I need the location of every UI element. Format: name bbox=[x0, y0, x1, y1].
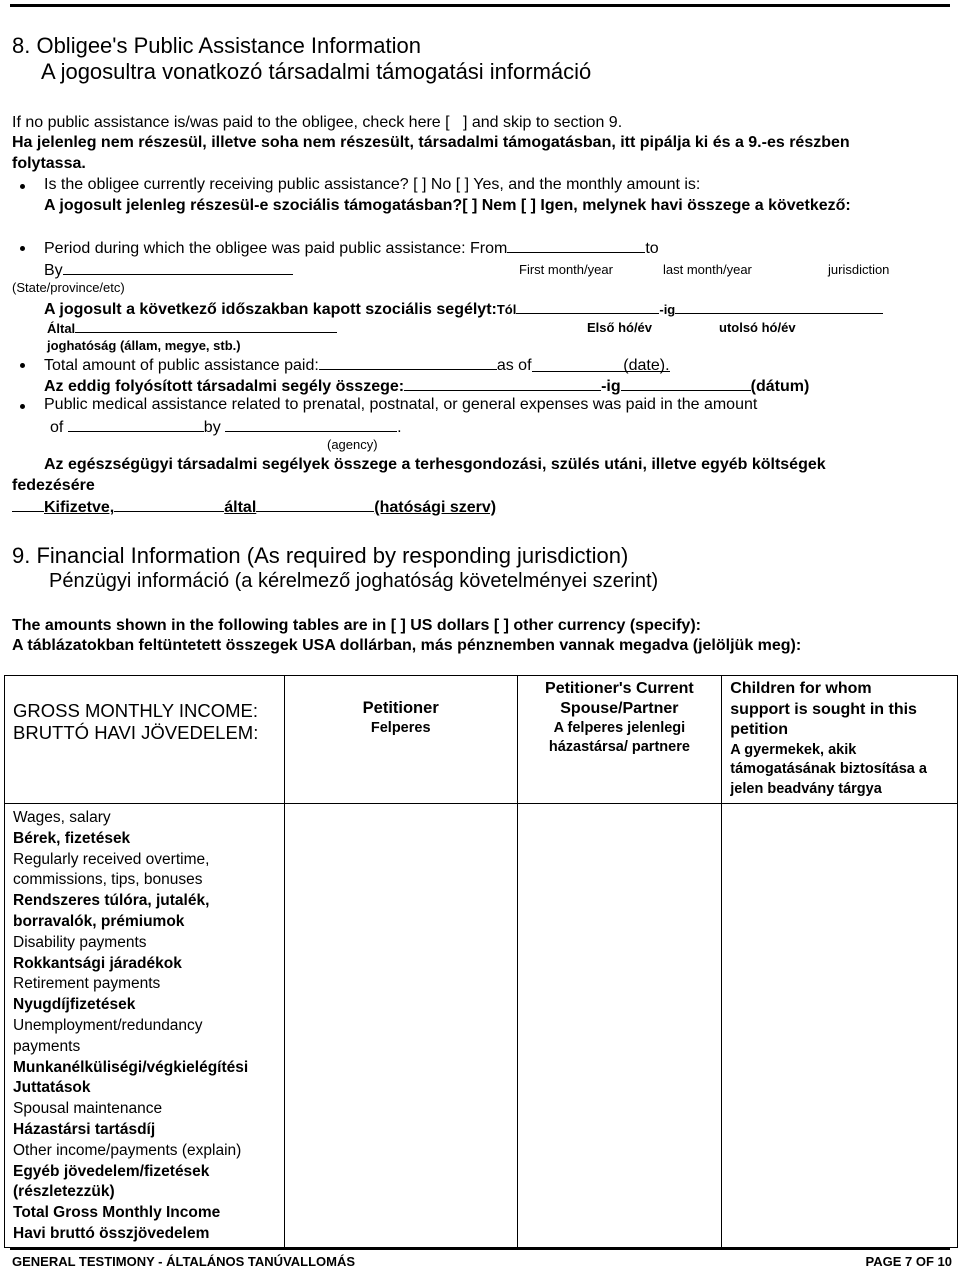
section8-heading-hu: A jogosultra vonatkozó társadalmi támogatási információ bbox=[41, 59, 592, 84]
last-month-label: last month/year bbox=[663, 262, 752, 277]
income-category-item: Havi bruttó összjövedelem bbox=[13, 1224, 210, 1242]
medical-hu-line1: Az egészségügyi társadalmi segélyek összege a terhesgondozási, szülés utáni, illetve egyéb költségek bbox=[44, 456, 826, 473]
currency-en: The amounts shown in the following tables are in [ ] US dollars [ ] other currency (specify): bbox=[12, 617, 701, 634]
medical-en: Public medical assistance related to prenatal, postnatal, or general expenses was paid in the amount bbox=[44, 396, 758, 413]
col3-heading-en-2: Spouse/Partner bbox=[560, 700, 679, 717]
income-category-item: Juttatások bbox=[13, 1079, 91, 1097]
kifizetve-field[interactable] bbox=[114, 497, 224, 512]
col1-heading-en: GROSS MONTHLY INCOME: bbox=[13, 700, 258, 721]
footer-left: GENERAL TESTIMONY - ÁLTALÁNOS TANÚVALLOMÁS bbox=[12, 1254, 356, 1269]
col1-heading-hu: BRUTTÓ HAVI JÖVEDELEM: bbox=[13, 722, 259, 743]
col2-heading-hu: Felperes bbox=[370, 720, 431, 736]
income-category-item: (részletezzük) bbox=[13, 1183, 115, 1201]
spouse-header-cell bbox=[517, 676, 722, 804]
spouse-amount-cell[interactable] bbox=[517, 804, 722, 1248]
footer-rule bbox=[10, 1248, 950, 1250]
col3-heading-en-1: Petitioner's Current bbox=[545, 680, 694, 697]
jurisdiction-label: jurisdiction bbox=[828, 262, 890, 277]
utolso-label: utolsó hó/év bbox=[719, 320, 796, 335]
from-field[interactable] bbox=[507, 238, 645, 253]
intro-hu-line1: Ha jelenleg nem részesül, illetve soha nem részesült, társadalmi támogatásban, itt pipálja ki és a 9.-es részben bbox=[12, 134, 850, 151]
hatosag-field[interactable] bbox=[256, 497, 374, 512]
state-label: (State/province/etc) bbox=[12, 280, 125, 295]
first-month-label: First month/year bbox=[519, 262, 613, 277]
section9-heading-hu: Pénzügyi információ (a kérelmező joghatóság követelményei szerint) bbox=[49, 570, 659, 592]
col3-heading-hu-1: A felperes jelenlegi bbox=[553, 720, 686, 736]
income-category-item: Nyugdíjfizetések bbox=[13, 996, 136, 1014]
col4-heading-hu-2: támogatásának biztosítása a bbox=[730, 761, 927, 777]
top-rule bbox=[10, 4, 950, 7]
income-category-item: borravalók, prémiumok bbox=[13, 912, 185, 930]
intro-hu-line2: folytassa. bbox=[12, 155, 86, 172]
income-category-item: Spousal maintenance bbox=[13, 1100, 163, 1118]
ig-field[interactable] bbox=[675, 299, 883, 314]
by-line: By bbox=[44, 260, 293, 280]
income-category-item: Munkanélküliségi/végkielégítési bbox=[13, 1058, 249, 1076]
income-category-list bbox=[5, 804, 284, 1245]
income-category-item: Other income/payments (explain) bbox=[13, 1141, 242, 1159]
period-hu: A jogosult a következő időszakban kapott szociális segélyt:Tól -ig bbox=[44, 299, 883, 319]
col4-heading-en-1: Children for whom bbox=[730, 680, 872, 697]
income-category-item: Unemployment/redundancy bbox=[13, 1016, 203, 1034]
income-category-item: Bérek, fizetések bbox=[13, 829, 131, 847]
col2-heading-en: Petitioner bbox=[362, 699, 439, 717]
medical-agency-field[interactable] bbox=[225, 417, 397, 432]
total-en: Total amount of public assistance paid: as of (date). bbox=[44, 357, 670, 374]
col4-heading-hu-3: jelen beadvány tárgya bbox=[730, 780, 882, 797]
col4-heading-hu-1: A gyermekek, akik bbox=[730, 741, 857, 758]
bullet-icon bbox=[20, 404, 25, 409]
agency-label: (agency) bbox=[327, 437, 378, 452]
children-header-cell bbox=[722, 676, 958, 804]
period-en: Period during which the obligee was paid public assistance: From to bbox=[44, 240, 659, 257]
bullet-icon bbox=[20, 246, 25, 251]
total-amount-field[interactable] bbox=[319, 355, 497, 370]
medical-amount-field[interactable] bbox=[68, 417, 204, 432]
income-category-item: Rokkantsági járadékok bbox=[13, 954, 182, 972]
income-category-item: Házastársi tartásdíj bbox=[13, 1120, 156, 1138]
intro-en: If no public assistance is/was paid to the obligee, check here [ ] and skip to section 9. bbox=[12, 114, 623, 131]
children-amount-cell[interactable] bbox=[722, 804, 958, 1248]
bullet-icon bbox=[20, 184, 25, 189]
income-category-item: Rendszeres túlóra, jutalék, bbox=[13, 892, 210, 910]
income-table bbox=[4, 675, 958, 1248]
by-field[interactable] bbox=[63, 260, 293, 275]
petitioner-amount-cell[interactable] bbox=[284, 804, 517, 1248]
income-header-cell bbox=[5, 676, 285, 804]
elso-label: Első hó/év bbox=[587, 320, 653, 335]
income-categories-cell bbox=[5, 804, 285, 1248]
total-hu: Az eddig folyósított társadalmi segély összege: -ig (dátum) bbox=[44, 378, 810, 395]
total-hu-date-field[interactable] bbox=[621, 376, 751, 391]
section8-heading-en: 8. Obligee's Public Assistance Information bbox=[12, 33, 421, 58]
bullet-icon bbox=[20, 363, 25, 368]
income-category-item: Regularly received overtime, bbox=[13, 850, 210, 868]
footer-page-number: PAGE 7 OF 10 bbox=[865, 1254, 952, 1269]
medical-amount-line: of by . bbox=[50, 419, 402, 436]
income-category-item: Egyéb jövedelem/fizetések bbox=[13, 1162, 210, 1180]
col3-heading-hu-2: házastársa/ partnere bbox=[548, 739, 690, 755]
altal-field[interactable] bbox=[75, 320, 337, 333]
income-category-item: Total Gross Monthly Income bbox=[13, 1204, 221, 1222]
medical-hu-line2: fedezésére bbox=[12, 477, 95, 494]
kifizetve-line: Kifizetve, által (hatósági szerv) bbox=[12, 497, 496, 517]
income-category-item: commissions, tips, bonuses bbox=[13, 871, 203, 889]
income-category-item: Wages, salary bbox=[13, 809, 111, 826]
petitioner-header-cell bbox=[284, 676, 517, 804]
joghatosag-label: joghatóság (állam, megye, stb.) bbox=[47, 338, 241, 353]
income-category-item: payments bbox=[13, 1037, 81, 1055]
income-category-item: Retirement payments bbox=[13, 975, 161, 993]
q1-hu: A jogosult jelenleg részesül-e szociális támogatásban?[ ] Nem [ ] Igen, melynek havi összege a következő: bbox=[44, 197, 851, 214]
col4-heading-en-2: support is sought in this bbox=[730, 700, 917, 718]
altal-line: Által bbox=[47, 320, 337, 336]
currency-hu: A táblázatokban feltüntetett összegek USA dollárban, más pénznemben vannak megadva (jelöljük meg): bbox=[12, 637, 802, 654]
section9-heading-en: 9. Financial Information (As required by responding jurisdiction) bbox=[12, 543, 629, 568]
total-hu-field[interactable] bbox=[404, 376, 601, 391]
q1-en: Is the obligee currently receiving public assistance? [ ] No [ ] Yes, and the monthly amount is: bbox=[44, 176, 701, 193]
col4-heading-en-3: petition bbox=[730, 721, 789, 738]
income-category-item: Disability payments bbox=[13, 933, 147, 951]
tol-field[interactable] bbox=[516, 299, 659, 314]
